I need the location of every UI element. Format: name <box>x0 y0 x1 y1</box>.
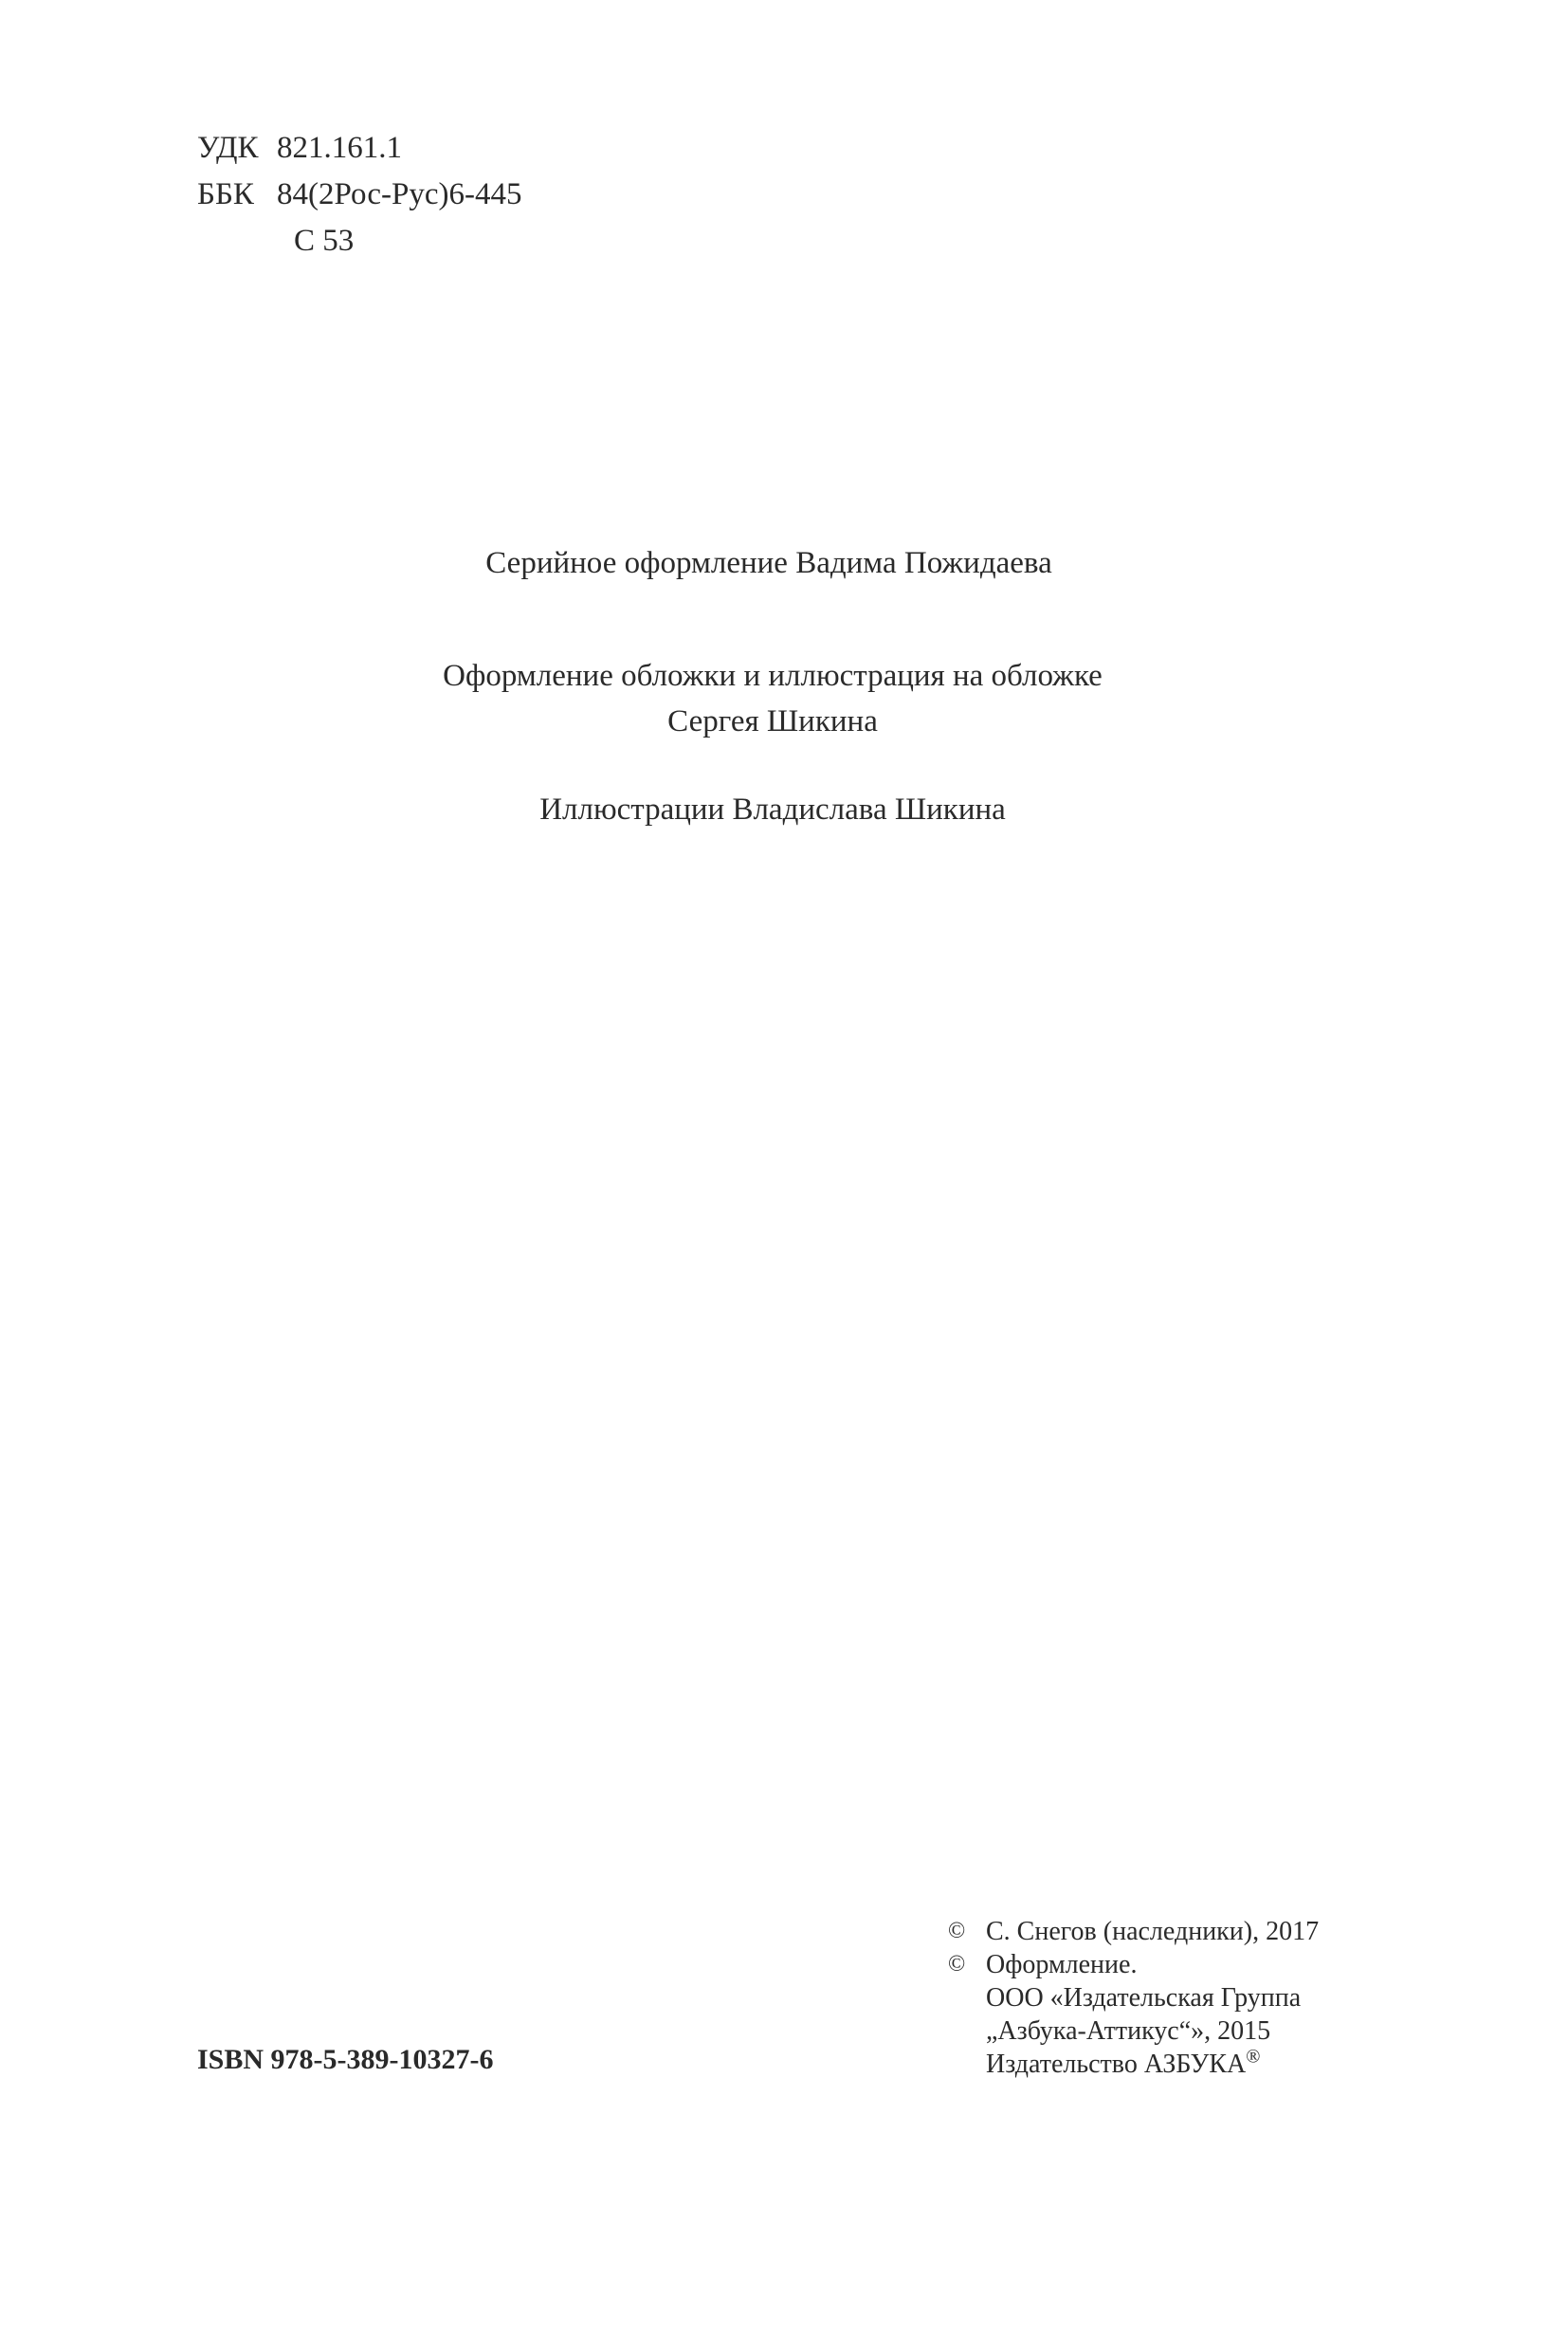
cover-design-line-2: Сергея Шикина <box>667 704 878 738</box>
classification-block <box>197 125 521 264</box>
author-mark: С 53 <box>294 224 355 258</box>
copyright-design: Оформление. <box>986 1950 1138 1979</box>
bbk-row <box>197 172 521 218</box>
cover-design-credit <box>0 653 1557 744</box>
series-design-credit: Серийное оформление Вадима Пожидаева <box>485 546 1052 580</box>
isbn: ISBN 978-5-389-10327-6 <box>197 2044 494 2075</box>
copyright-icon: © <box>948 1919 966 1943</box>
udk-value: 821.161.1 <box>277 131 402 165</box>
bbk-label: ББК <box>197 177 254 211</box>
publisher-line-2: „Азбука-Аттикус“», 2015 <box>986 2016 1271 2046</box>
registered-icon: ® <box>1246 2046 1261 2068</box>
udk-label: УДК <box>197 131 259 165</box>
copyright-icon: © <box>948 1952 966 1977</box>
copyright-author: С. Снегов (наследники), 2017 <box>986 1917 1320 1946</box>
udk-row <box>197 125 521 172</box>
cover-design-line-1: Оформление обложки и иллюстрация на обложке <box>443 659 1103 693</box>
publisher-line-3 <box>948 2048 1319 2081</box>
publisher-name: Издательство АЗБУКА <box>986 2050 1247 2079</box>
copyright-block <box>948 1915 1319 2081</box>
copyright-design-row <box>948 1948 1319 1981</box>
bbk-value: 84(2Рос-Рус)6-445 <box>277 177 522 211</box>
illustrations-credit: Иллюстрации Владислава Шикина <box>539 793 1006 827</box>
copyright-author-row <box>948 1915 1319 1948</box>
publisher-line-1: ООО «Издательская Группа <box>986 1983 1302 2013</box>
